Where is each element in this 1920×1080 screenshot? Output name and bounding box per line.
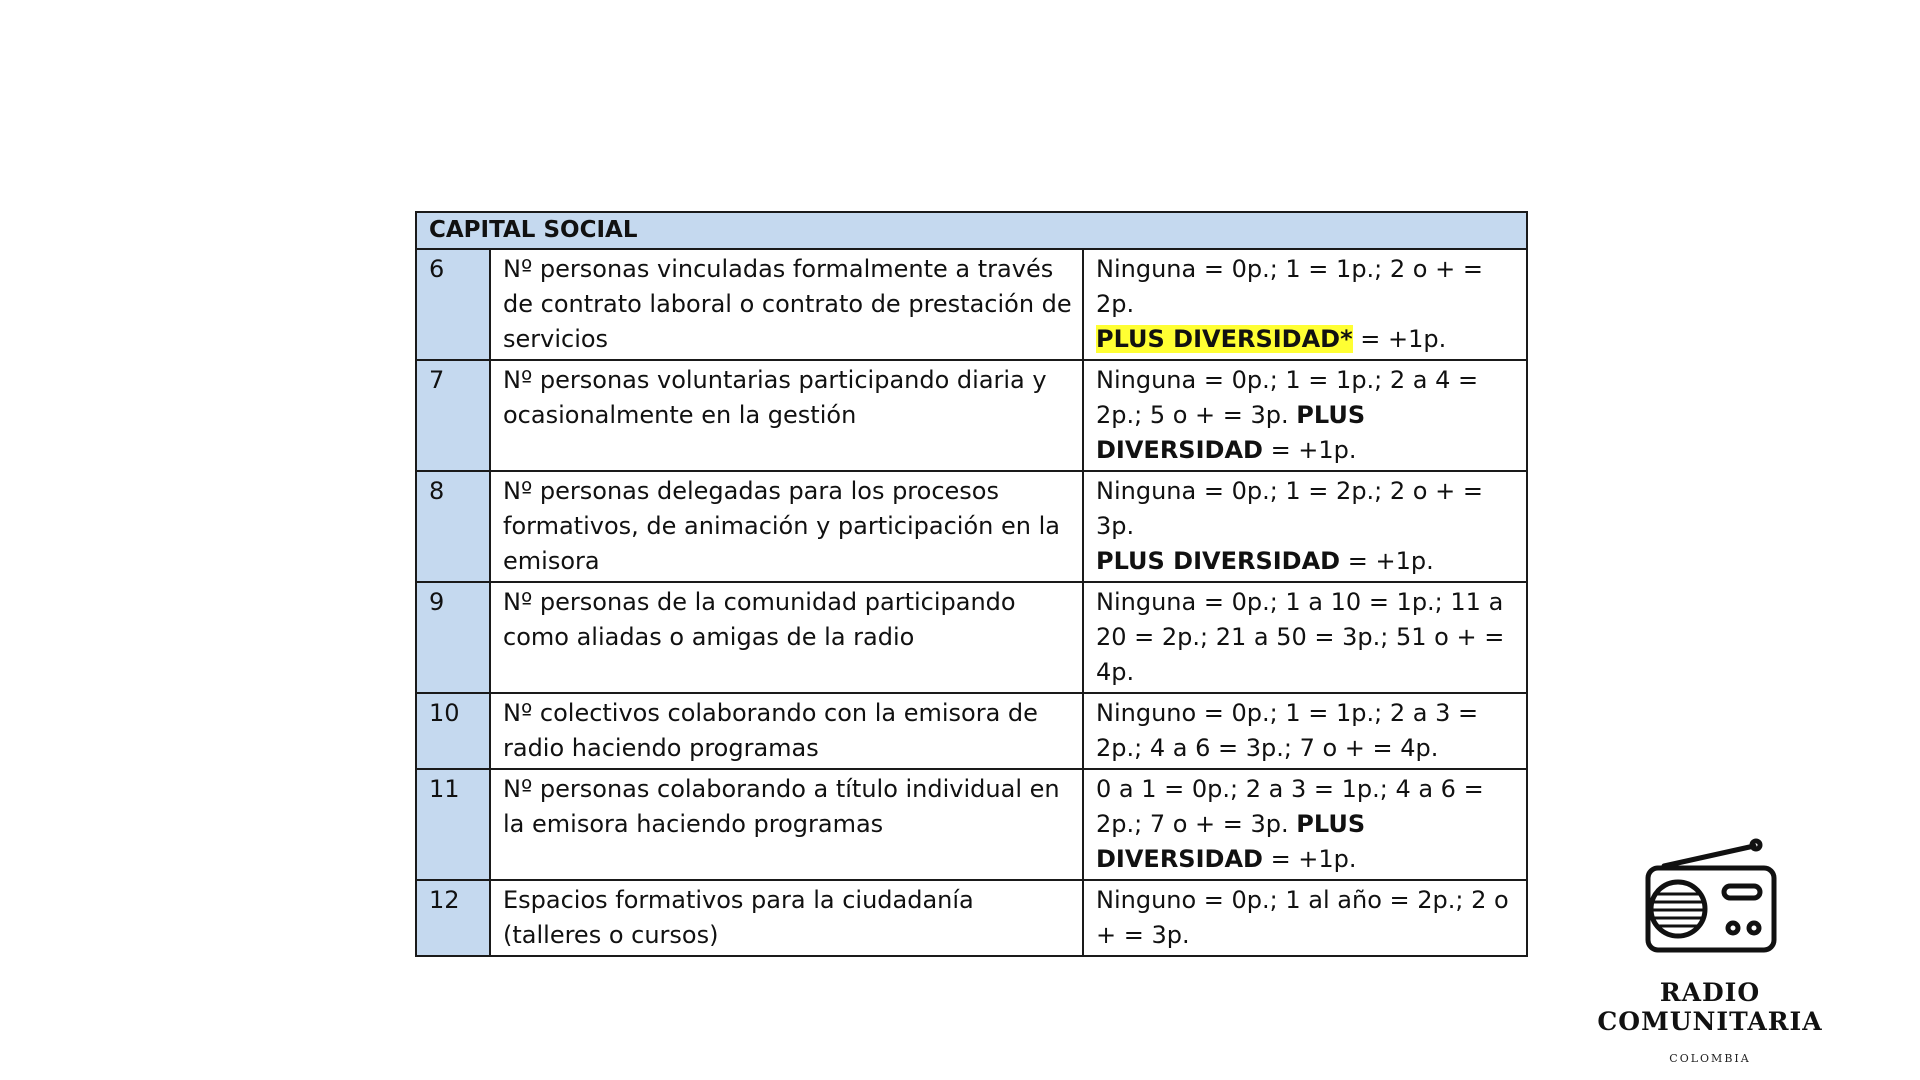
row-criteria: Ninguno = 0p.; 1 al año = 2p.; 2 o + = 3p. (1083, 880, 1527, 956)
table-row (416, 769, 1527, 880)
row-criteria: Ninguna = 0p.; 1 a 10 = 1p.; 11 a 20 = 2p.; 21 a 50 = 3p.; 51 o + = 4p. (1083, 582, 1527, 693)
table-header-row (416, 212, 1527, 249)
row-criteria (1083, 360, 1527, 471)
brand-subtitle: COLOMBIA (1669, 1052, 1751, 1065)
criteria-suffix: = +1p. (1352, 325, 1447, 353)
table-row (416, 582, 1527, 693)
criteria-text: Ninguna = 0p.; 1 = 1p.; 2 a 4 = 2p.; 5 o + = 3p. (1096, 366, 1479, 429)
criteria-text: Ninguna = 0p.; 1 = 2p.; 2 o + = 3p. (1096, 477, 1483, 540)
row-number: 10 (416, 693, 490, 769)
capital-social-table (415, 211, 1526, 957)
plus-diversidad-label: PLUS DIVERSIDAD (1096, 401, 1366, 464)
brand-name: RADIO COMUNITARIA (1597, 978, 1823, 1036)
row-criteria (1083, 769, 1527, 880)
row-description: Nº colectivos colaborando con la emisora de radio haciendo programas (490, 693, 1083, 769)
table-row (416, 471, 1527, 582)
criteria-suffix: = +1p. (1262, 436, 1357, 464)
row-number: 11 (416, 769, 490, 880)
row-criteria (1083, 471, 1527, 582)
row-description: Nº personas vinculadas formalmente a través de contrato laboral o contrato de prestación de servicios (490, 249, 1083, 360)
table-title: CAPITAL SOCIAL (416, 212, 1527, 249)
table-row (416, 249, 1527, 360)
row-criteria (1083, 249, 1527, 360)
row-number: 9 (416, 582, 490, 693)
criteria-suffix: = +1p. (1340, 547, 1434, 575)
criteria-text: 0 a 1 = 0p.; 2 a 3 = 1p.; 4 a 6 = 2p.; 7 o + = 3p. (1096, 775, 1484, 838)
radio-icon (1642, 836, 1778, 956)
row-number: 8 (416, 471, 490, 582)
table-row (416, 360, 1527, 471)
row-description: Espacios formativos para la ciudadanía (talleres o cursos) (490, 880, 1083, 956)
row-criteria: Ninguno = 0p.; 1 = 1p.; 2 a 3 = 2p.; 4 a 6 = 3p.; 7 o + = 4p. (1083, 693, 1527, 769)
row-number: 12 (416, 880, 490, 956)
criteria-table (415, 211, 1528, 957)
table-row (416, 693, 1527, 769)
table-row (416, 880, 1527, 956)
plus-diversidad-label: PLUS DIVERSIDAD (1096, 547, 1341, 575)
criteria-suffix: = +1p. (1262, 845, 1357, 873)
row-description: Nº personas delegadas para los procesos formativos, de animación y participación en la emisora (490, 471, 1083, 582)
radio-comunitaria-logo (1560, 836, 1860, 1065)
row-description: Nº personas voluntarias participando diaria y ocasionalmente en la gestión (490, 360, 1083, 471)
row-number: 6 (416, 249, 490, 360)
row-description: Nº personas de la comunidad participando como aliadas o amigas de la radio (490, 582, 1083, 693)
plus-diversidad-highlight: PLUS DIVERSIDAD* (1096, 325, 1353, 353)
criteria-text: Ninguna = 0p.; 1 = 1p.; 2 o + = 2p. (1096, 255, 1483, 318)
row-description: Nº personas colaborando a título individual en la emisora haciendo programas (490, 769, 1083, 880)
row-number: 7 (416, 360, 490, 471)
plus-diversidad-label: PLUS DIVERSIDAD (1096, 810, 1366, 873)
